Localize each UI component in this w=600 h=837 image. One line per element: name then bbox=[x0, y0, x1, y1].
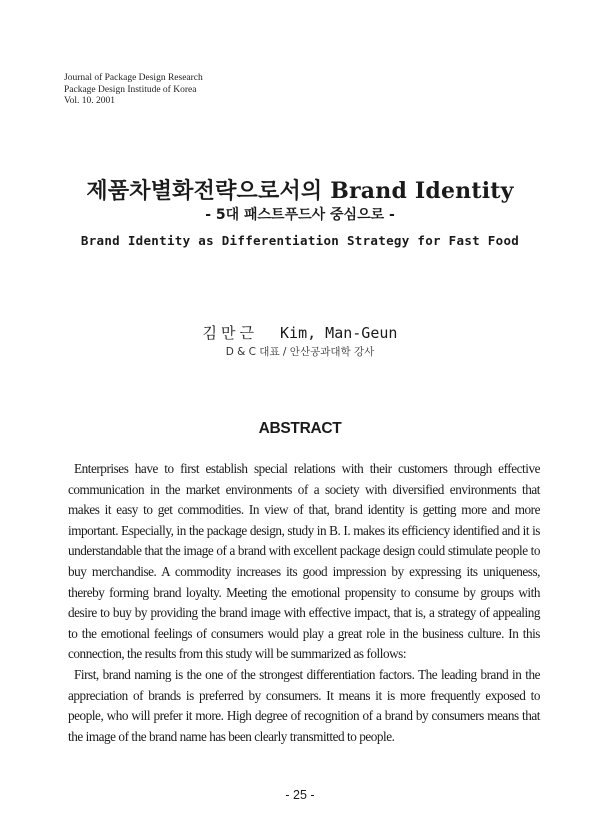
paper-subtitle-korean: - 5대 패스트푸드사 중심으로 - bbox=[205, 207, 395, 223]
author-name-korean: 김만근 bbox=[202, 324, 259, 342]
abstract-paragraph: Enterprises have to first establish special relations with their customers through effective communication in the market environments of a society with diversified environments that makes it easy to get commodities. In view of that, brand identity is getting more and more important. Especially, in the package design, study in B. I. makes its efficiency identified and it is understandable that the image of a brand with excellent package design could stimulate people to buy merchandise. A commodity increases its good impression by expressing its uniqueness, thereby forming brand loyalty. Meeting the emotional propensity to consume by groups with desire to buy by providing the brand image with effective impact, that is, a strategy of appealing to the emotional feelings of consumers would play a great role in the business culture. In this connection, the results from this study will be summarized as follows: bbox=[68, 461, 540, 662]
author-affiliation: D & C 대표 / 안산공과대학 강사 bbox=[225, 346, 375, 358]
abstract-paragraph: First, brand naming is the one of the strongest differentiation factors. The leading brand in the appreciation of brands is preferred by consumers. It means it is more frequently exposed to people, who will prefer it more. High degree of recognition of a brand by consumers means that the image of the brand name has been clearly transmitted to people. bbox=[68, 666, 540, 744]
journal-name: Journal of Package Design Research bbox=[64, 73, 203, 83]
page-number: - 25 - bbox=[285, 788, 315, 802]
abstract-body bbox=[68, 459, 540, 747]
journal-volume: Vol. 10. 2001 bbox=[64, 96, 116, 106]
author-name-english: Kim, Man-Geun bbox=[280, 324, 398, 342]
journal-header bbox=[64, 73, 203, 108]
abstract-heading: ABSTRACT bbox=[258, 420, 342, 437]
journal-publisher: Package Design Institude of Korea bbox=[64, 84, 197, 95]
paper-title-korean: 제품차별화전략으로서의 Brand Identity bbox=[86, 178, 514, 204]
author-line bbox=[0, 322, 600, 343]
paper-title-english: Brand Identity as Differentiation Strategy for Fast Food bbox=[80, 233, 520, 248]
